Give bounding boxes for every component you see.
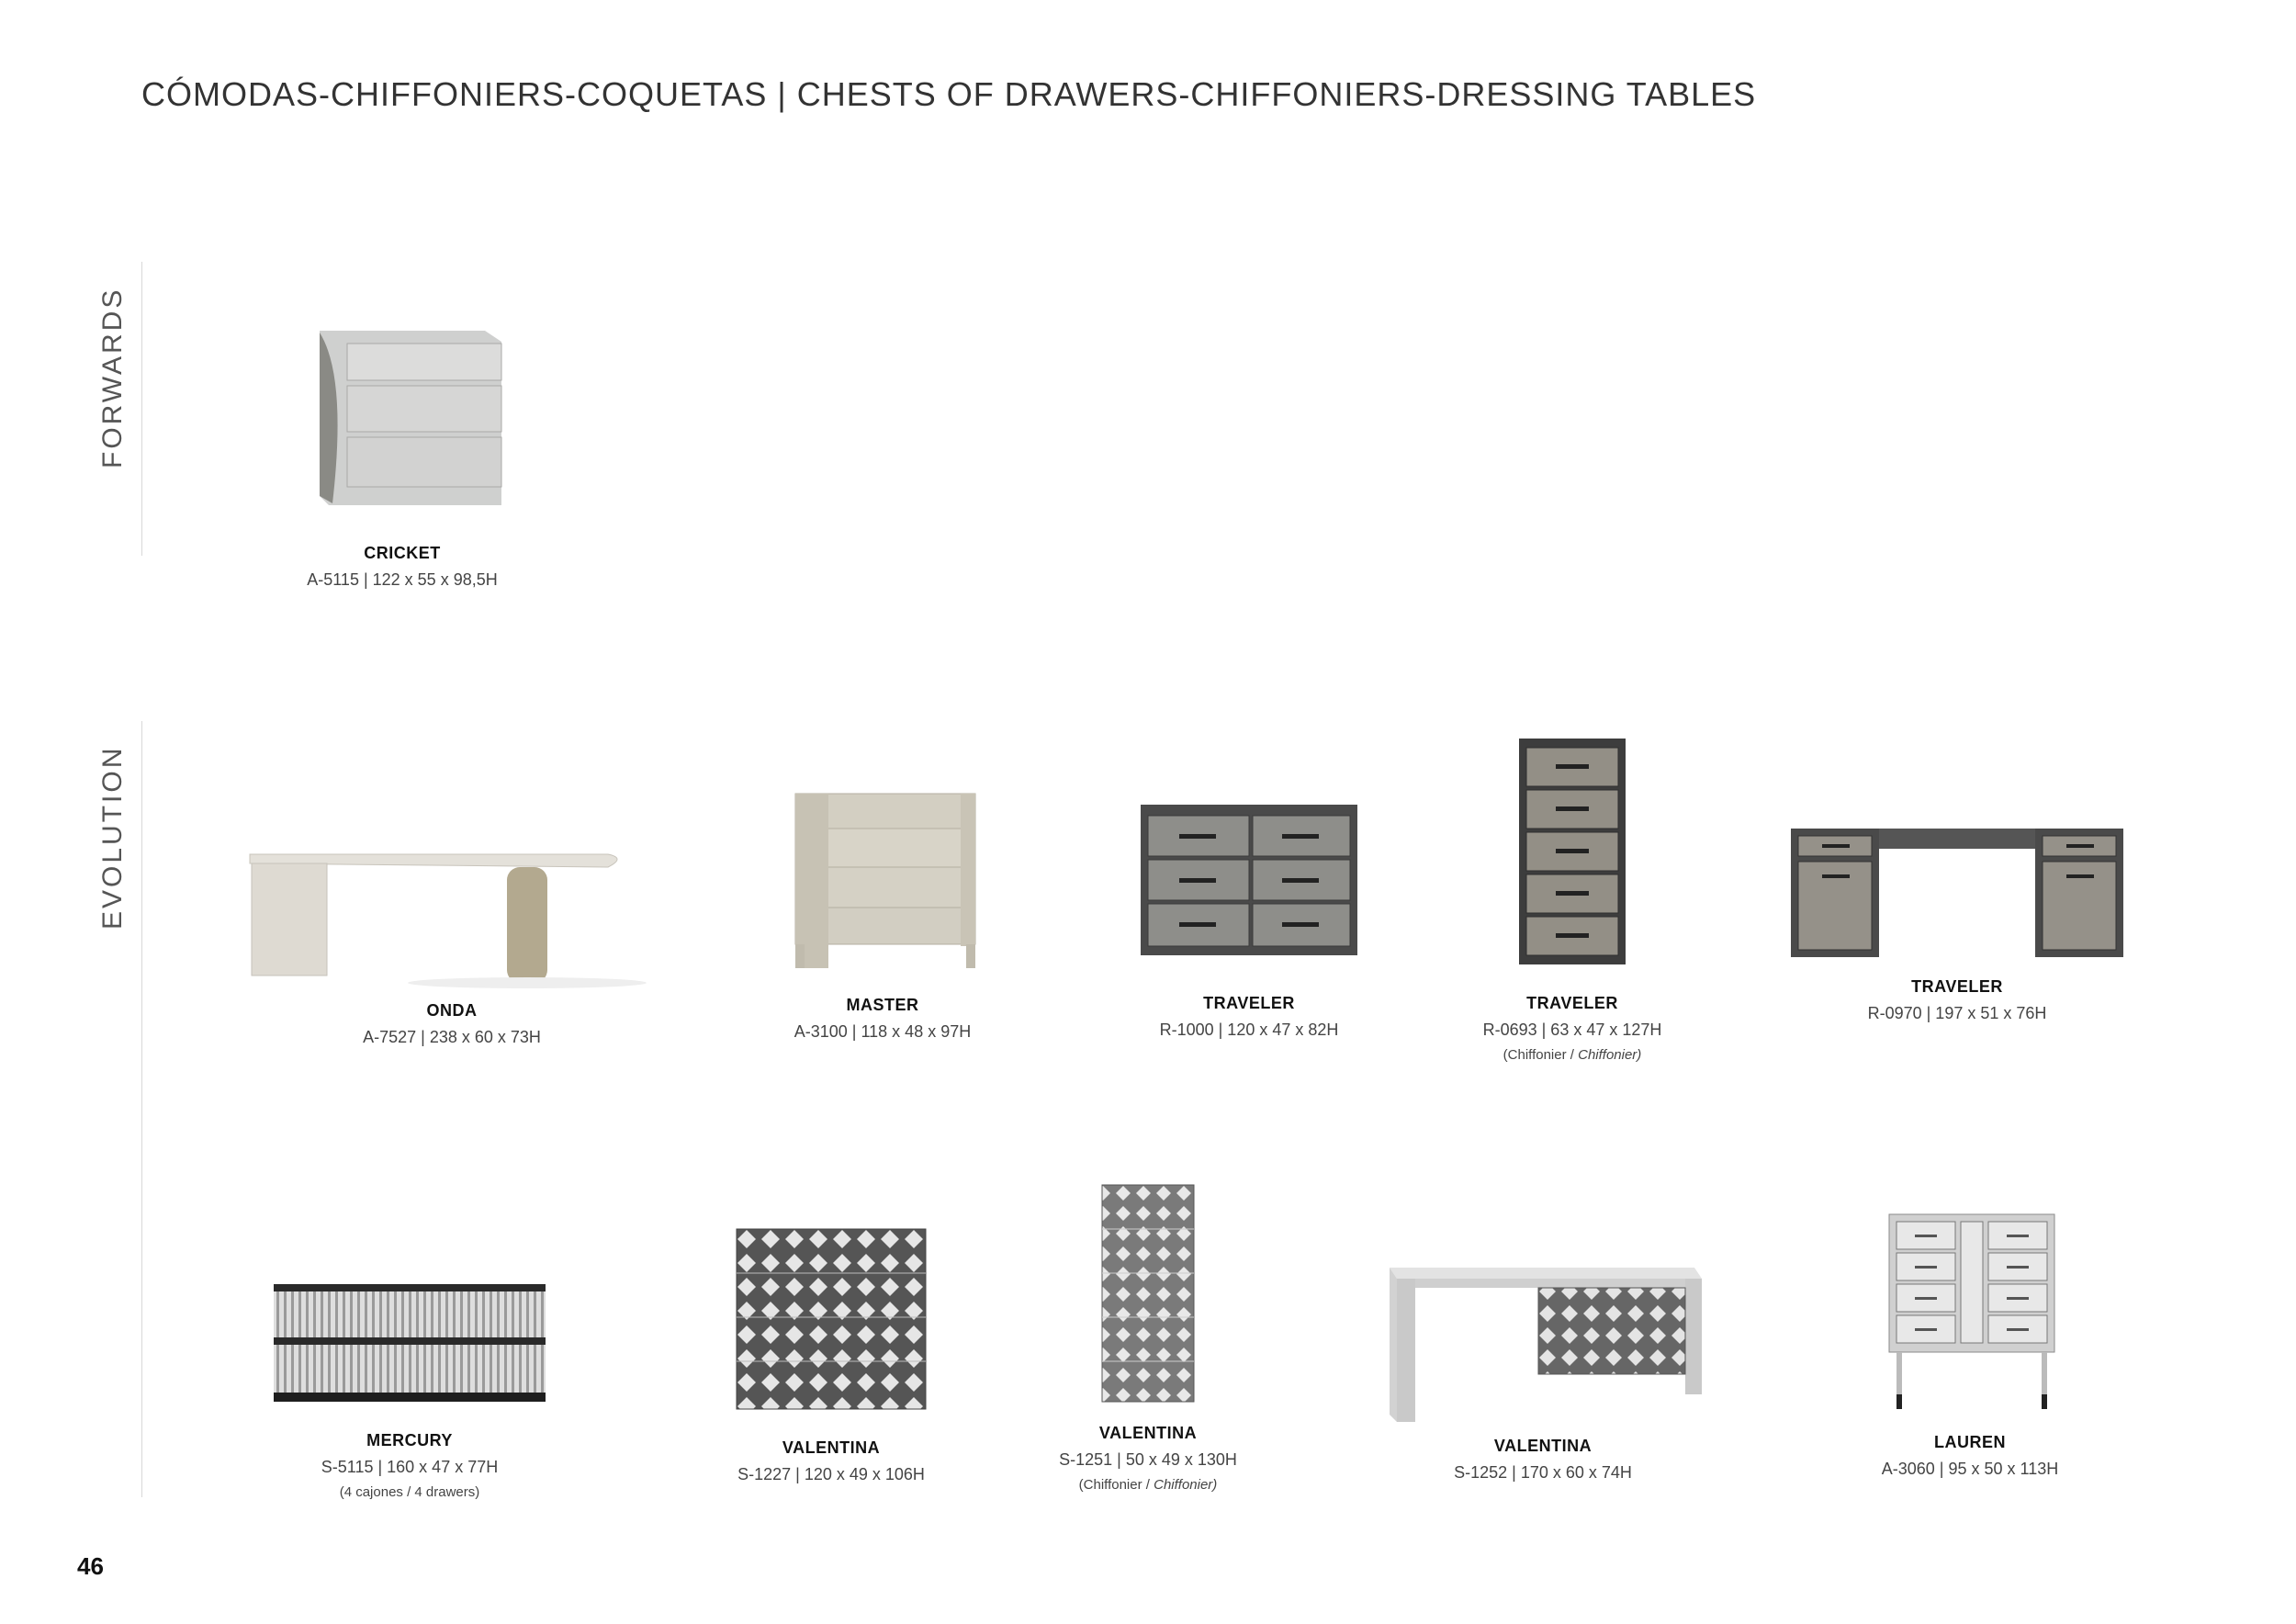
product-name: VALENTINA — [782, 1438, 881, 1457]
desk-image — [241, 827, 663, 992]
product-name: CRICKET — [364, 544, 441, 562]
product-spec: S-5115 | 160 x 47 x 77H — [321, 1458, 499, 1476]
section-label-evolution: EVOLUTION — [97, 745, 128, 930]
product-spec: R-0970 | 197 x 51 x 76H — [1867, 1004, 2047, 1022]
product-lauren[interactable] — [1846, 1211, 2094, 1479]
product-valentina-chiffonier[interactable] — [1038, 1183, 1258, 1493]
fluted-sideboard-image — [272, 1279, 547, 1407]
product-name: TRAVELER — [1526, 994, 1618, 1012]
product-name: ONDA — [426, 1001, 478, 1020]
product-name: LAUREN — [1934, 1433, 2006, 1451]
product-onda[interactable] — [241, 827, 663, 1047]
product-spec: S-1251 | 50 x 49 x 130H — [1059, 1450, 1237, 1469]
product-spec: S-1252 | 170 x 60 x 74H — [1454, 1463, 1632, 1482]
product-mercury[interactable] — [263, 1279, 557, 1500]
page-number: 46 — [77, 1552, 104, 1580]
product-note: (Chiffonier / Chiffonier) — [1078, 1477, 1218, 1493]
mirrored-chest-image — [1878, 1211, 2062, 1413]
page-title: CÓMODAS-CHIFFONIERS-COQUETAS | CHESTS OF DRAWERS-CHIFFONIERS-DRESSING TABLES — [141, 75, 1757, 113]
chest-of-drawers-curved-image — [292, 321, 512, 524]
product-cricket[interactable] — [276, 321, 529, 590]
trunk-dresser-image — [1139, 801, 1359, 957]
section-divider-forwards — [141, 262, 142, 556]
trunk-desk-image — [1787, 819, 2127, 959]
product-spec: R-1000 | 120 x 47 x 82H — [1159, 1021, 1339, 1039]
section-label-forwards: FORWARDS — [97, 287, 128, 468]
product-valentina-desk[interactable] — [1378, 1258, 1708, 1483]
product-spec: A-7527 | 238 x 60 x 73H — [363, 1028, 541, 1046]
product-name: MASTER — [846, 996, 919, 1014]
section-divider-evolution — [141, 721, 142, 1497]
product-traveler-dresser[interactable] — [1130, 801, 1368, 1040]
product-name: TRAVELER — [1203, 994, 1295, 1012]
product-name: TRAVELER — [1911, 977, 2003, 996]
product-name: VALENTINA — [1493, 1437, 1593, 1455]
chest-of-drawers-image — [777, 790, 988, 974]
product-note: (4 cajones / 4 drawers) — [339, 1484, 480, 1500]
tall-chiffonier-image — [1517, 737, 1627, 966]
product-valentina-chest[interactable] — [707, 1227, 955, 1484]
patterned-chest-image — [735, 1227, 928, 1411]
product-spec: A-3060 | 95 x 50 x 113H — [1881, 1460, 2059, 1478]
product-spec: A-5115 | 122 x 55 x 98,5H — [307, 570, 498, 589]
product-spec: A-3100 | 118 x 48 x 97H — [793, 1022, 972, 1041]
patterned-desk-image — [1382, 1258, 1704, 1424]
patterned-chiffonier-image — [1093, 1183, 1203, 1404]
product-master[interactable] — [759, 790, 1007, 1042]
product-note: (Chiffonier / Chiffonier) — [1503, 1047, 1642, 1063]
product-name: VALENTINA — [1098, 1424, 1198, 1442]
product-spec: R-0693 | 63 x 47 x 127H — [1482, 1021, 1662, 1039]
product-traveler-chiffonier[interactable] — [1462, 737, 1683, 1063]
product-name: MERCURY — [366, 1431, 453, 1449]
product-spec: S-1227 | 120 x 49 x 106H — [737, 1465, 925, 1483]
product-traveler-desk[interactable] — [1787, 819, 2127, 1023]
